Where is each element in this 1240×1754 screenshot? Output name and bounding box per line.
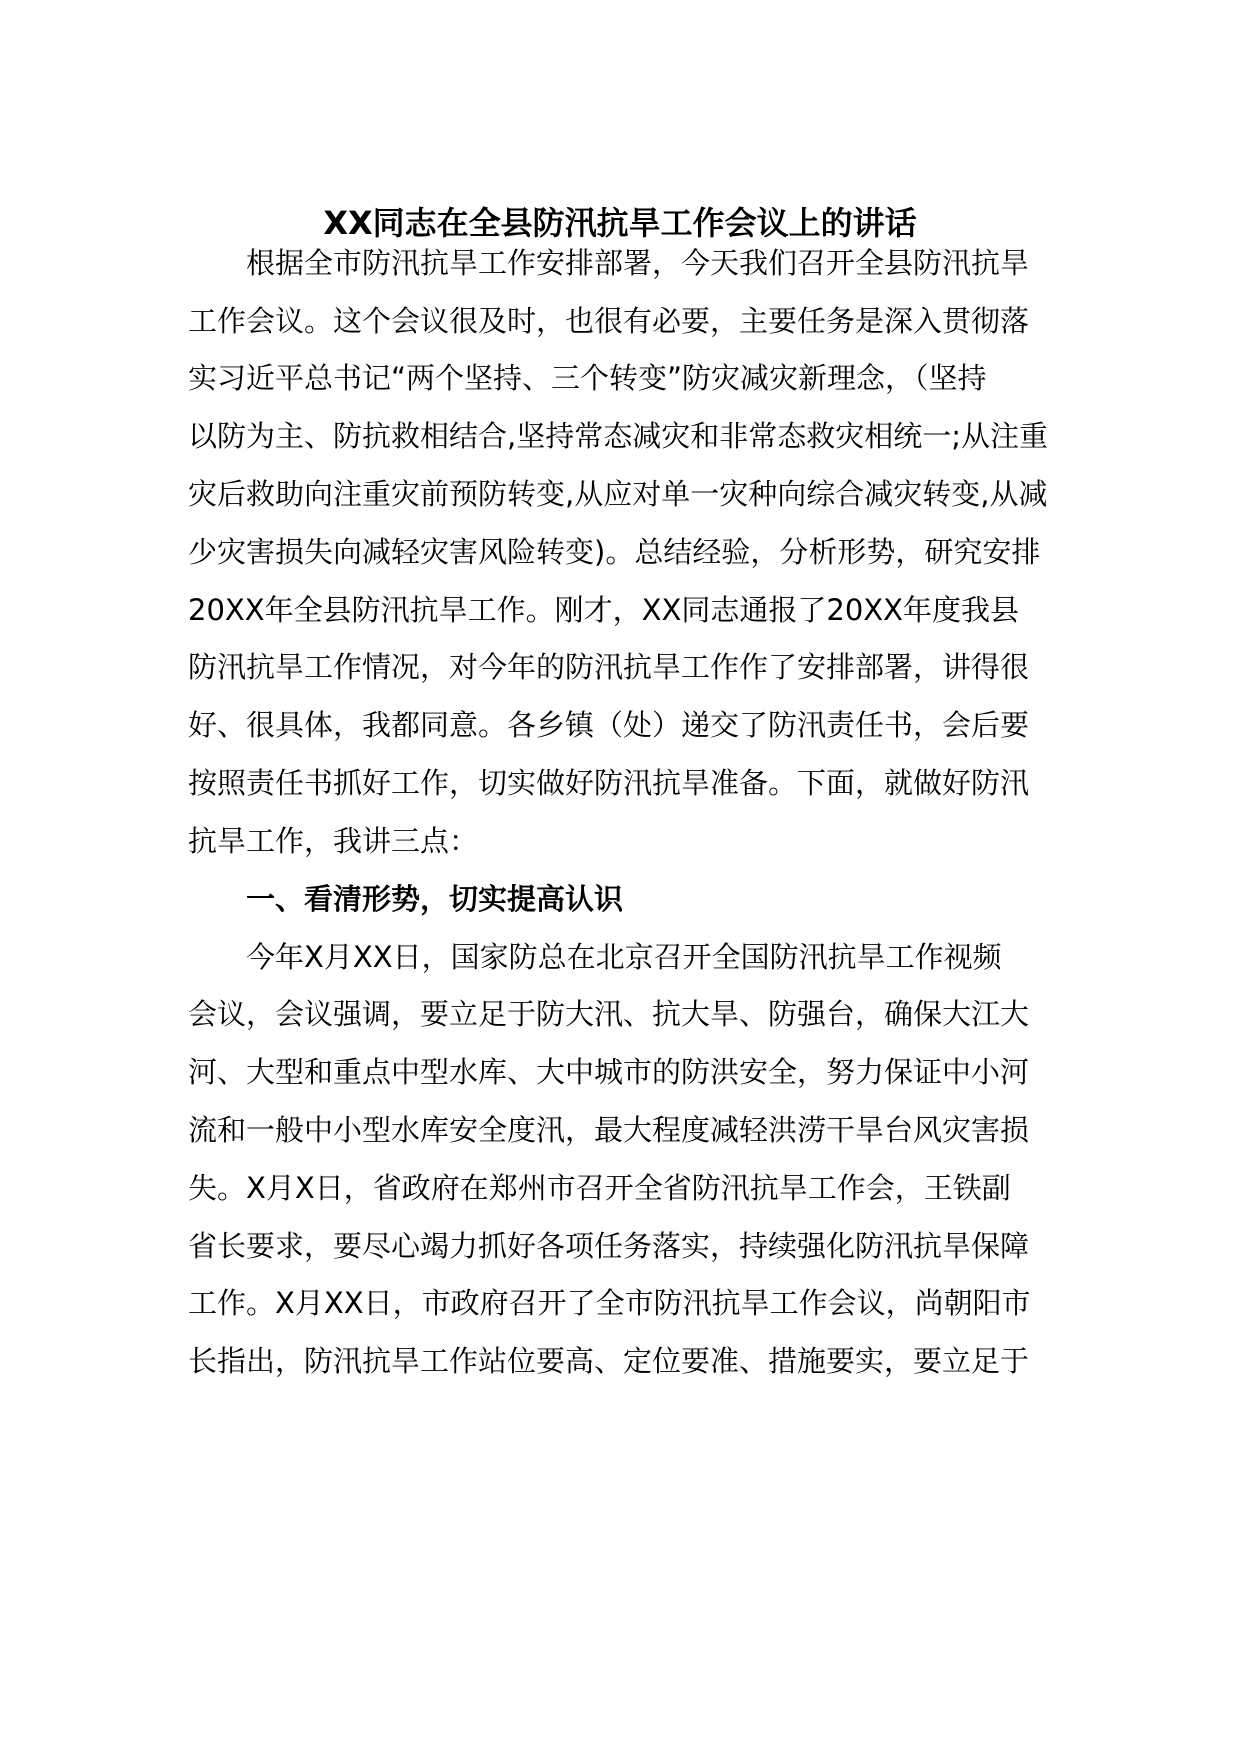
paragraph-line: 根据全市防汛抗旱工作安排部署，今天我们召开全县防汛抗旱 bbox=[246, 246, 1030, 280]
document-title: XX同志在全县防汛抗旱工作会议上的讲话 bbox=[323, 204, 917, 242]
paragraph-line: 会议，会议强调，要立足于防大汛、抗大旱、防强台，确保大江大 bbox=[188, 997, 1030, 1031]
paragraph-line: 抗旱工作，我讲三点： bbox=[188, 824, 479, 858]
paragraph-line: 流和一般中小型水库安全度汛，最大程度减轻洪涝干旱台风灾害损 bbox=[188, 1113, 1030, 1147]
paragraph-line: 以防为主、防抗救相结合,坚持常态减灾和非常态救灾相统一;从注重 bbox=[188, 419, 1048, 453]
paragraph-line: 省长要求，要尽心竭力抓好各项任务落实，持续强化防汛抗旱保障 bbox=[188, 1229, 1030, 1263]
section-heading: 一、看清形势，切实提高认识 bbox=[246, 882, 624, 916]
paragraph-line: 按照责任书抓好工作，切实做好防汛抗旱准备。下面，就做好防汛 bbox=[188, 766, 1030, 800]
paragraph-line: 少灾害损失向减轻灾害风险转变)。总结经验，分析形势，研究安排 bbox=[188, 535, 1041, 569]
paragraph-line: 好、很具体，我都同意。各乡镇（处）递交了防汛责任书，会后要 bbox=[188, 708, 1030, 742]
paragraph-line: 长指出，防汛抗旱工作站位要高、定位要准、措施要实，要立足于 bbox=[188, 1344, 1030, 1378]
paragraph-line: 今年X月XX日，国家防总在北京召开全国防汛抗旱工作视频 bbox=[246, 940, 1002, 974]
paragraph-line: 工作会议。这个会议很及时，也很有必要，主要任务是深入贯彻落 bbox=[188, 304, 1030, 338]
paragraph-line: 实习近平总书记“两个坚持、三个转变”防灾减灾新理念，（坚持 bbox=[188, 361, 987, 395]
paragraph-line: 防汛抗旱工作情况，对今年的防汛抗旱工作作了安排部署，讲得很 bbox=[188, 650, 1030, 684]
paragraph-line: 灾后救助向注重灾前预防转变,从应对单一灾种向综合减灾转变,从减 bbox=[188, 477, 1048, 511]
paragraph-line: 河、大型和重点中型水库、大中城市的防洪安全，努力保证中小河 bbox=[188, 1055, 1030, 1089]
paragraph-line: 20XX年全县防汛抗旱工作。刚才，XX同志通报了20XX年度我县 bbox=[188, 593, 1020, 627]
paragraph-line: 失。X月X日，省政府在郑州市召开全省防汛抗旱工作会，王铁副 bbox=[188, 1171, 1011, 1205]
paragraph-line: 工作。X月XX日，市政府召开了全市防汛抗旱工作会议，尚朝阳市 bbox=[188, 1286, 1031, 1320]
